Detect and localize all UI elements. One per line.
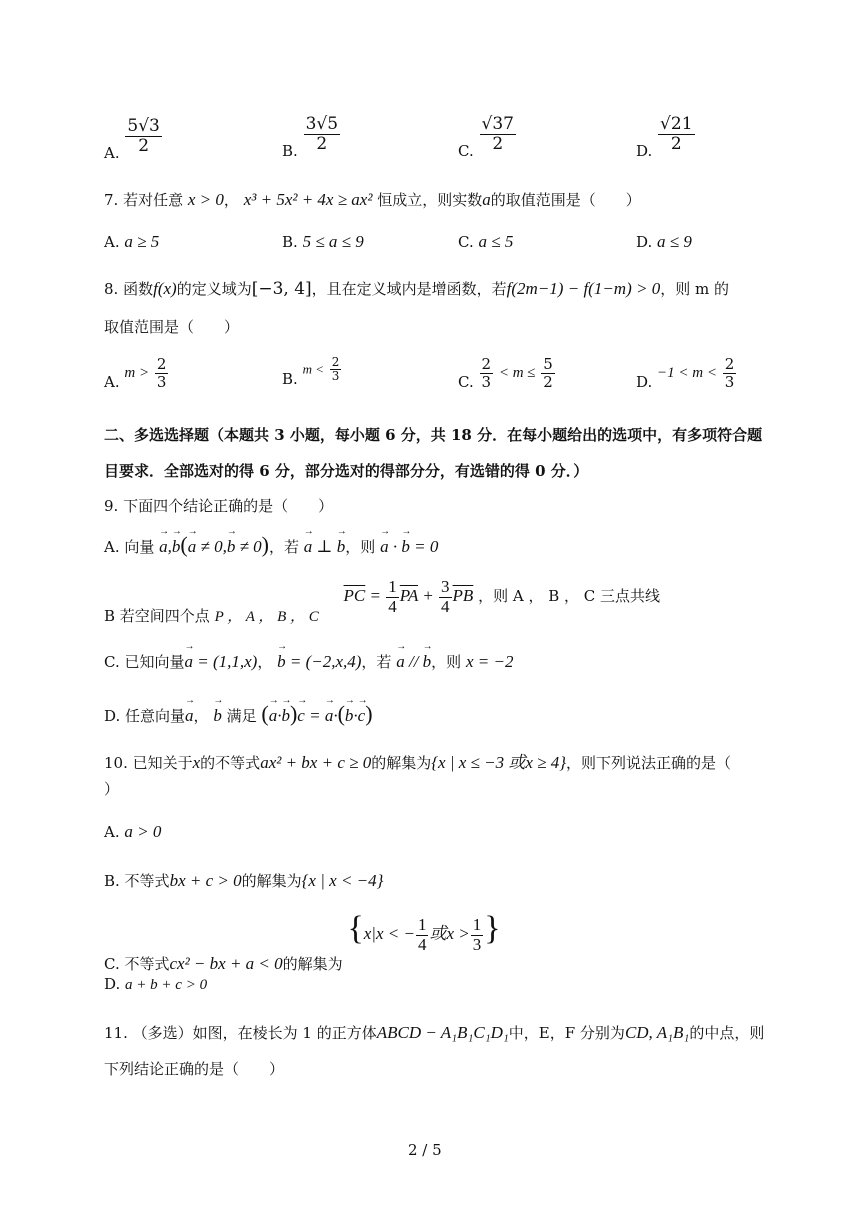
option-letter: C. [458,142,474,161]
q7-option-d: D. a ≤ 9 [636,232,692,251]
q9-option-b: B 若空间四个点 P ， A ， B ， C $\overline{PC}$ = $\frac{1}{4}$ $\overline{PA}$ + $\frac{3}{4}$ $\overline{PB}$ ，则 A ， B ， C 三点共线 [104,577,661,626]
q10-option-b: B. 不等式bx + c > 0的解集为{x | x < −4} [104,871,384,890]
fraction-numerator: 3√5 [305,114,339,134]
q9-option-a: A. 向量 → a,→ b(→ a ≠ 0,→ b ≠ 0)，若 → a ⊥ → b，则 → a · → b = 0 [104,532,438,558]
q7-option-b: B. 5 ≤ a ≤ 9 [282,232,364,251]
q9-option-c: C. 已知向量→ a = (1,1,x)， → b = (−2,x,4)，若 → a // → b，则 x = −2 [104,651,513,672]
q8-option-c: C. $\frac{2}{3}$ < m ≤ $\frac{5}{2}$ [458,355,553,391]
fraction-denominator: 2 [670,133,682,154]
q7-option-a: A. a ≥ 5 [104,232,160,251]
option-letter: D. [636,142,653,161]
q6-option-a [104,116,163,163]
q8-stem-line2: 取值范围是（ ） [104,318,240,336]
vector-associativity: (→ a·→ b)→ c = → a·(→ b·→ c) [261,706,372,725]
q8-option-d: D. −1 < m < $\frac{2}{3}$ [636,355,735,391]
fraction-denominator: 2 [138,135,150,156]
q10-stem: 10. 已知关于x的不等式ax² + bx + c ≥ 0的解集为{x | x ≤ −3 或x ≥ 4}，则下列说法正确的是（ [104,753,732,772]
q6-option-c [458,114,517,161]
q11-stem-line2: 下列结论正确的是（ ） [104,1060,285,1078]
section-heading: 二、多选选择题（本题共 3 小题，每小题 6 分，共 18 分．在每小题给出的选项中，有多项符合题 [104,426,763,444]
q9-stem: 9. 下面四个结论正确的是（ ） [104,497,334,515]
math-condition: x > 0 [187,190,224,209]
math-variable: a [482,190,491,209]
q10-option-a: A. a > 0 [104,822,162,841]
q8-option-a: A. m > $\frac{2}{3}$ [104,355,167,391]
option-letter: A. [104,144,120,163]
q10-option-c: C. 不等式cx² − bx + a < 0的解集为 {x|x < − $\frac{1}{4}$ 或x > $\frac{1}{3}$ } [104,910,501,973]
fraction-numerator: 5√3 [127,116,160,136]
math-inequality: x³ + 5x² + 4x ≥ ax² [243,190,373,209]
fraction-numerator: √37 [481,114,514,134]
q9-option-d: D. 任意向量→ a， → b 满足 (→ a·→ b)→ c = → a·(→ b·→ c) [104,701,373,727]
fraction-denominator: 2 [492,133,504,154]
q6-option-d [636,114,696,161]
vector-equation: $\overline{PC}$ = $\frac{1}{4}$ $\overline{PA}$ + $\frac{3}{4}$ $\overline{PB}$ [343,577,474,616]
q10-option-d: D. a + b + c > 0 [104,975,208,993]
q7-option-c: C. a ≤ 5 [458,232,514,251]
solution-set: {x|x < − $\frac{1}{4}$ 或x > $\frac{1}{3}$ } [347,910,501,954]
section-heading-line2: 目要求．全部选对的得 6 分，部分选对的得部分分，有选错的得 0 分．） [104,462,589,480]
page-number: 2 / 5 [408,1141,442,1159]
q7-stem: 7. 若对任意 x > 0， x³ + 5x² + 4x ≥ ax² 恒成立，则实数a的取值范围是（ ） [104,190,641,209]
q11-stem: 11. （多选）如图，在棱长为 1 的正方体ABCD − A₁B₁C₁D₁中，E，F 分别为CD, A₁B₁的中点，则 [104,1023,765,1042]
fraction-numerator: √21 [660,114,693,134]
option-letter: B. [282,142,298,161]
q8-option-b: B. m < $\frac{2}{3}$ [282,355,340,388]
q10-stem-close: ） [104,780,120,798]
vector-expression: → a,→ b(→ a ≠ 0,→ b ≠ 0) [159,537,269,556]
fraction-denominator: 2 [316,133,328,154]
q8-stem: 8. 函数f(x)的定义域为[−3, 4]，且在定义域内是增函数，若f(2m−1) − f(1−m) > 0，则 m 的 [104,279,729,299]
q6-option-b [282,114,341,161]
